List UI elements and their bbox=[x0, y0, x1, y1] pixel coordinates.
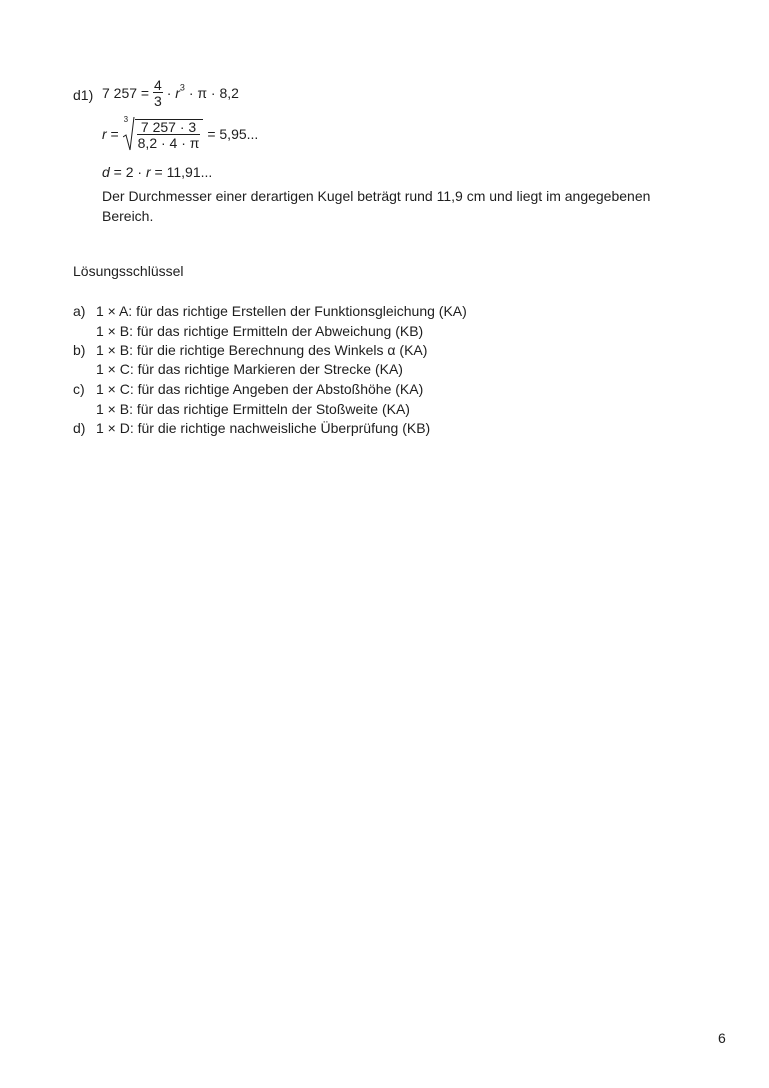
fraction-denominator: 8,2 · 4 · π bbox=[137, 134, 200, 151]
key-row-text: 1 × B: für die richtige Berechnung des Winkels α (KA) bbox=[96, 342, 428, 358]
solution-label-text: d1) bbox=[73, 87, 94, 103]
variable-r: r bbox=[102, 126, 107, 142]
conclusion-paragraph: Der Durchmesser einer derartigen Kugel beträgt rund 11,9 cm und liegt im angegebenen Bereich. bbox=[102, 188, 651, 224]
fraction-radius bbox=[137, 120, 201, 150]
equation-diameter-mid: = 2 · bbox=[109, 164, 146, 180]
fraction-four-thirds bbox=[153, 78, 163, 108]
variable-r: r bbox=[175, 85, 180, 101]
key-row-text: 1 × B: für das richtige Ermitteln der Stoßweite (KA) bbox=[96, 401, 410, 417]
cube-root bbox=[123, 117, 204, 151]
key-row-letter: a) bbox=[73, 303, 86, 319]
key-row-letter: b) bbox=[73, 342, 86, 358]
key-row-text: 1 × C: für das richtige Angeben der Abstoßhöhe (KA) bbox=[96, 381, 424, 397]
page-number: 6 bbox=[718, 1030, 726, 1046]
equation-radius bbox=[102, 117, 258, 151]
fraction-denominator: 3 bbox=[154, 93, 162, 109]
root-index: 3 bbox=[123, 115, 129, 124]
equation-volume bbox=[102, 78, 239, 108]
variable-r: r bbox=[145, 164, 151, 180]
key-heading: Lösungsschlüssel bbox=[73, 263, 184, 279]
key-row-text: 1 × C: für das richtige Markieren der Strecke (KA) bbox=[96, 361, 403, 377]
equation-diameter-result: = 11,91... bbox=[150, 164, 213, 180]
equation-diameter bbox=[102, 164, 212, 180]
key-row-text: 1 × B: für das richtige Ermitteln der Abweichung (KB) bbox=[96, 323, 424, 339]
equation-radius-result: = 5,95... bbox=[207, 126, 259, 142]
equation-radius-equals: = bbox=[106, 126, 119, 142]
key-row-text: 1 × A: für das richtige Erstellen der Funktionsgleichung (KA) bbox=[96, 303, 467, 319]
key-row-text: 1 × D: für die richtige nachweisliche Überprüfung (KB) bbox=[96, 420, 431, 436]
fraction-numerator: 4 bbox=[154, 77, 162, 93]
key-row-letter: c) bbox=[73, 381, 85, 397]
key-row-letter: d) bbox=[73, 420, 86, 436]
radicand bbox=[135, 119, 204, 150]
equation-volume-dot: · bbox=[166, 85, 176, 101]
exponent-three: 3 bbox=[179, 82, 185, 93]
equation-volume-lhs: 7 257 = bbox=[102, 85, 150, 101]
fraction-numerator: 7 257 · 3 bbox=[140, 118, 197, 135]
solution-label bbox=[73, 87, 93, 103]
equation-volume-tail: · π · 8,2 bbox=[184, 85, 239, 101]
variable-d: d bbox=[102, 164, 110, 180]
